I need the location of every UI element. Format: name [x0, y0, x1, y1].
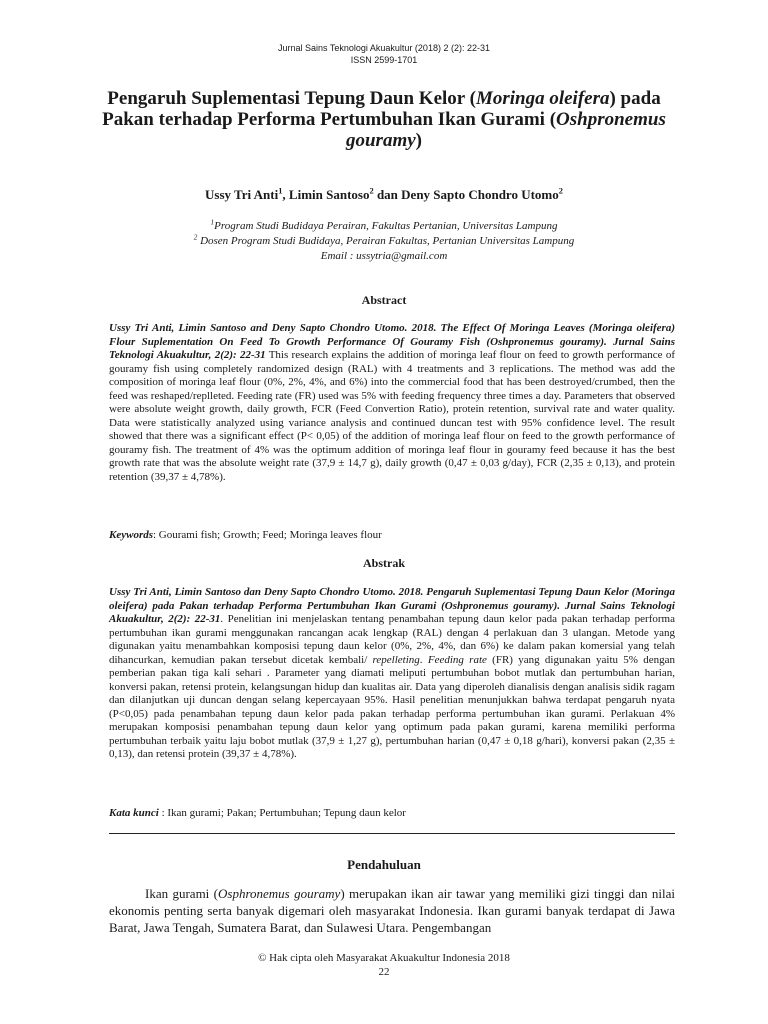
affiliation-1-text: Program Studi Budidaya Perairan, Fakultas Pertanian, Universitas Lampung: [214, 220, 558, 232]
affiliation-1: [0, 219, 768, 234]
page-footer: [0, 951, 768, 979]
title-part2: ) pada Pakan terhadap Performa Pertumbuhan Ikan Gurami (: [102, 88, 661, 130]
abstrak-body: [109, 586, 675, 762]
section-divider: [109, 833, 675, 834]
issn: ISSN 2599-1701: [350, 55, 418, 65]
author-1-affil: 1: [278, 185, 283, 196]
author-separator: dan: [373, 187, 402, 202]
affiliation-2-marker: 2: [193, 233, 198, 242]
kata-kunci: [109, 807, 675, 819]
title-part3: ): [415, 130, 422, 151]
abstract-heading: Abstract: [361, 293, 407, 307]
abstrak-text-2: .: [419, 653, 428, 666]
author-separator: ,: [282, 187, 289, 202]
abstrak-citation: Ussy Tri Anti, Limin Santoso dan Deny Sapto Chondro Utomo. 2018. Pengaruh Suplementasi Tepung Daun Kelor (Moringa oleifera) pada Pakan terhadap Performa Pertumbuhan Ikan Gurami (Oshpronemus gouramy). Jurnal Sains Teknologi Akuakultur, 2(2): 22-31: [109, 586, 675, 625]
copyright: © Hak cipta oleh Masyarakat Akuakultur Indonesia 2018: [258, 952, 510, 964]
abstrak-italic-1: repelleting: [372, 653, 420, 666]
author-3-affil: 2: [558, 185, 563, 196]
kata-kunci-label: Kata kunci: [109, 807, 159, 819]
affiliation-1-marker: 1: [210, 218, 215, 227]
affiliation-2: [0, 234, 768, 249]
keywords: [109, 529, 675, 541]
author-2: Limin Santoso: [288, 187, 370, 202]
intro-text: ) merupakan ikan air tawar yang memiliki gizi tinggi dan nilai ekonomis penting serta banyak digemari oleh masyarakat Indonesia. Ikan gurami banyak terdapat di Jawa Barat, Jawa Tengah, Sumatera Barat, dan Sulawesi Utara. Pengembangan: [109, 886, 675, 935]
journal-header: [0, 42, 768, 66]
keywords-text: : Gourami fish; Growth; Feed; Moringa leaves flour: [153, 529, 382, 541]
author-2-affil: 2: [369, 185, 374, 196]
author-3: Deny Sapto Chondro Utomo: [401, 187, 559, 202]
abstrak-heading: Abstrak: [362, 556, 405, 570]
abstract-citation: Ussy Tri Anti, Limin Santoso and Deny Sapto Chondro Utomo. 2018. The Effect Of Moringa Leaves (Moringa oleifera) Flour Suplementation On Feed To Growth Performance Of Gouramy Fish (Oshpronemus gouramy). Jurnal Sains Teknologi Akuakultur, 2(2): 22-31: [109, 322, 675, 361]
abstrak-text-1: . Penelitian ini menjelaskan tentang penambahan tepung daun kelor pada pakan terhadap performa pertumbuhan ikan gurami menggunakan rancangan acak lengkap (RAL) dengan 4 perlakuan dan 3 ulangan. Metode yang digunakan yaitu menambahkan komposisi tepung daun kelor (0%, 2%, 4%, dan 6%) ke dalam pakan komersial yang telah dihancurkan, kemudian pakan tersebut dicetak kembali/: [109, 613, 675, 666]
abstrak-italic-2: Feeding rate: [427, 653, 487, 666]
author-1: Ussy Tri Anti: [205, 187, 279, 202]
title-italic1: Moringa oleifera: [475, 88, 610, 109]
author-list: [0, 187, 768, 203]
email: Email : ussytria@gmail.com: [320, 250, 448, 262]
introduction-heading: Pendahuluan: [347, 857, 421, 872]
affiliation-2-text: Dosen Program Studi Budidaya, Perairan Fakultas, Pertanian Universitas Lampung: [197, 235, 575, 247]
abstrak-text-3: (FR) yang digunakan yaitu 5% dengan pemberian pakan tiga kali sehari . Parameter yang diamati meliputi pertumbuhan bobot mutlak dan pertumbuhan harian, konversi pakan, retensi protein, kelangsungan hidup dan kualitas air. Data yang diperoleh dianalisis dengan analisis sidik ragam dan dilanjutkan uji duncan dengan selang kepercayaan 95%. Hasil penelitian menunjukkan bahwa terdapat pengaruh nyata (P<0,05) pada penambahan tepung daun kelor pada pakan terhadap performa pertumbuhan ikan gurami. Perlakuan 4% merupakan komposisi penambahan tepung daun kelor yang optimum pada pakan gurami, karena memiliki performa pertumbuhan terbaik yaitu laju bobot mutlak (37,9 ± 1,27 g), pertumbuhan harian (0,47 ± 0,18 g/hari), konversi pakan (2,35 ± 0,13), dan retensi protein (39,37 ± 4,78%).: [109, 653, 676, 760]
title-part1: Pengaruh Suplementasi Tepung Daun Kelor (: [107, 88, 476, 109]
abstract-body: [109, 322, 675, 484]
title-italic2: Oshpronemus gouramy: [345, 109, 666, 151]
abstract-text: This research explains the addition of moringa leaf flour on feed to growth performance of gouramy fish using completely randomized design (RAL) with 4 treatments and 3 replications. The method was add the composition of moringa leaf flour (0%, 2%, 4%, and 6%) into the commercial food that has been destroyed/crumbed, then the feed was reshaped/replleted. Feeding rate (FR) used was 5% with feeding frequency three times a day. Parameters that observed were absolute weight growth, daily growth, FCR (Feed Convertion Ratio), protein retention, survival rate and water quality. Data were statistically analyzed using variance analysis and continued duncan test with 95% confidence level. The result showed that there was a significant effect (P< 0,05) of the addition of moringa leaf flour on feed to the growth performance of gouramy fish. The treatment of 4% was the optimum addition of moringa leaf flour in gouramy feed because it has the best growth rate that was the absolute weight rate (37,9 ± 14,7 g), daily growth (0,47 ± 0,03 g/day), FCR (2,35 ± 0,13), and protein retention (39,37 ± 4,78%).: [109, 349, 675, 483]
kata-kunci-text: : Ikan gurami; Pakan; Pertumbuhan; Tepung daun kelor: [158, 807, 406, 819]
journal-citation: Jurnal Sains Teknologi Akuakultur (2018) 2 (2): 22-31: [278, 43, 490, 53]
affiliations: [0, 219, 768, 264]
introduction-paragraph: [109, 885, 675, 936]
intro-text-start: Ikan gurami (: [145, 886, 218, 901]
intro-species-italic: Osphronemus gouramy: [218, 886, 341, 901]
paper-title: [80, 88, 688, 151]
keywords-label: Keywords: [109, 529, 153, 541]
page-number: 22: [378, 966, 390, 978]
